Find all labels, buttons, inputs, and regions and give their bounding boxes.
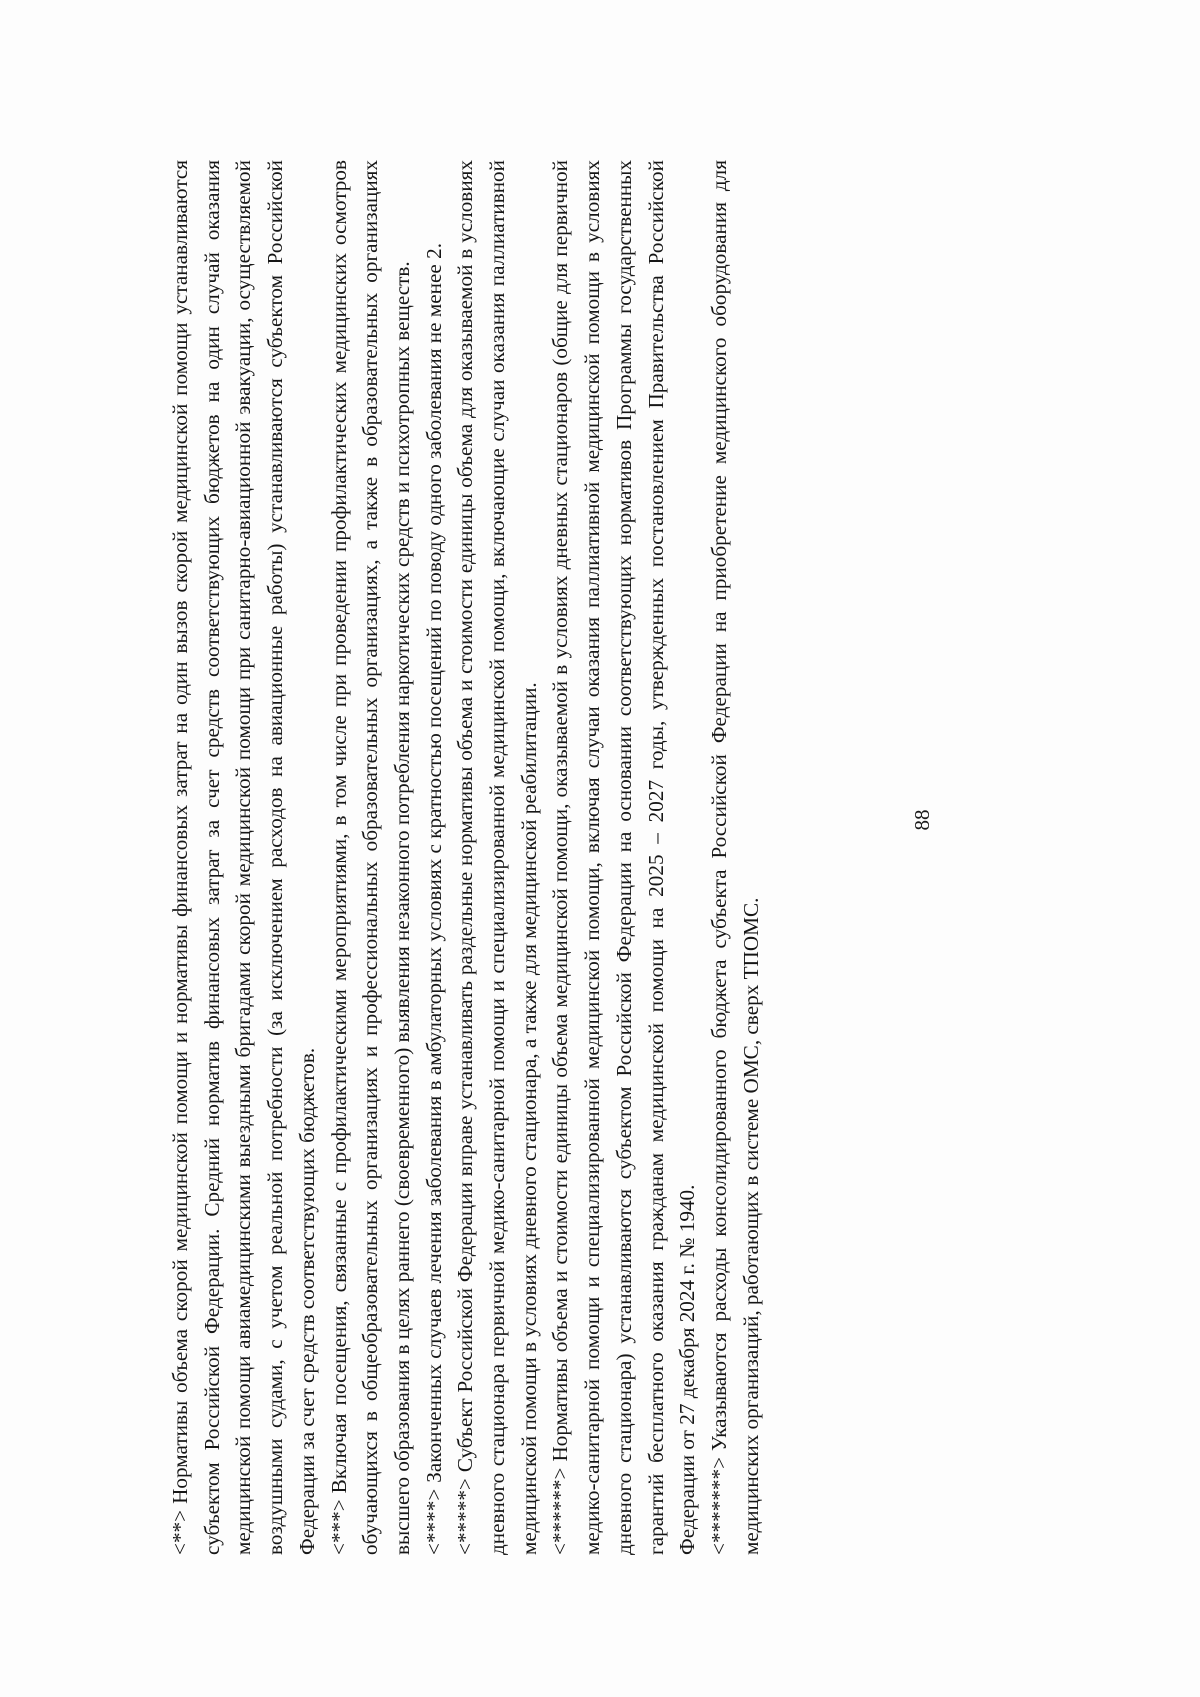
- note-3-text: Законченных случаев лечения заболевания в амбулаторных условиях с кратностью посещений по поводу одного заболевания не менее 2.: [421, 243, 446, 1483]
- note-4-marker: <*****>: [453, 1478, 478, 1555]
- notes-column: [165, 160, 767, 1555]
- note-5-text: Нормативы объема и стоимости единицы объема медицинской помощи, оказываемой в условиях дневных стационаров (общие для первичной медико-санитарной помощи и специализированной медицинской помощи, включая случаи оказания паллиативной медицинской помощи в условиях дневного стационара) устанавливаются субъектом Российской Федерации на основании соответствующих нормативов Программы государственных гарантий бесплатного оказания гражданам медицинской помощи на 2025 – 2027 годы, утвержденных постановлением Правительства Российской Федерации от 27 декабря 2024 г. № 1940.: [548, 160, 700, 1555]
- note-3: [419, 160, 451, 1555]
- main-notes-container: [165, 75, 1145, 1555]
- note-5-marker: <******>: [548, 1467, 573, 1555]
- note-4-text: Субъект Российской Федерации вправе устанавливать раздельные нормативы объема и стоимости единицы объема для оказываемой в условиях дневного стационара первичной медико-санитарной помощи и специализированной медицинской помощи, включающие случаи оказания паллиативной медицинской помощи в условиях дневного стационара, а также для медицинской реабилитации.: [453, 160, 541, 1555]
- page-number: 88: [910, 809, 934, 831]
- note-3-marker: <****>: [421, 1488, 446, 1555]
- note-1-marker: <**>: [168, 1509, 192, 1555]
- note-1: [165, 160, 324, 1555]
- note-2-text: Включая посещения, связанные с профилактическими мероприятиями, в том числе при проведении профилактических медицинских осмотров обучающихся в общеобразовательных организациях и профессиональных образовательных организациях, а также в образовательных организациях высшего образования в целях раннего (своевременного) выявления незаконного потребления наркотических средств и психотропных веществ.: [326, 160, 414, 1555]
- note-2-marker: <***>: [326, 1499, 351, 1555]
- note-6: [704, 160, 767, 1555]
- note-6-marker: <*******>: [706, 1456, 731, 1555]
- note-2: [324, 160, 419, 1555]
- note-1-text: Нормативы объема скорой медицинской помощи и нормативы финансовых затрат на один вызов скорой медицинской помощи устанавливаются субъектом Российской Федерации. Средний норматив финансовых затрат за счет средств соответствующих бюджетов на один случай оказания медицинской помощи авиамедицинскими выездными бригадами скорой медицинской помощи при санитарно-авиационной эвакуации, осуществляемой воздушными судами, с учетом реальной потребности (за исключением расходов на авиационные работы) устанавливаются субъектом Российской Федерации за счет средств соответствующих бюджетов.: [168, 160, 319, 1555]
- note-6-text: Указываются расходы консолидированного бюджета субъекта Российской Федерации на приобретение медицинского оборудования для медицинских организаций, работающих в системе ОМС, сверх ТПОМС.: [706, 160, 763, 1555]
- note-5: [545, 160, 704, 1555]
- note-4: [450, 160, 545, 1555]
